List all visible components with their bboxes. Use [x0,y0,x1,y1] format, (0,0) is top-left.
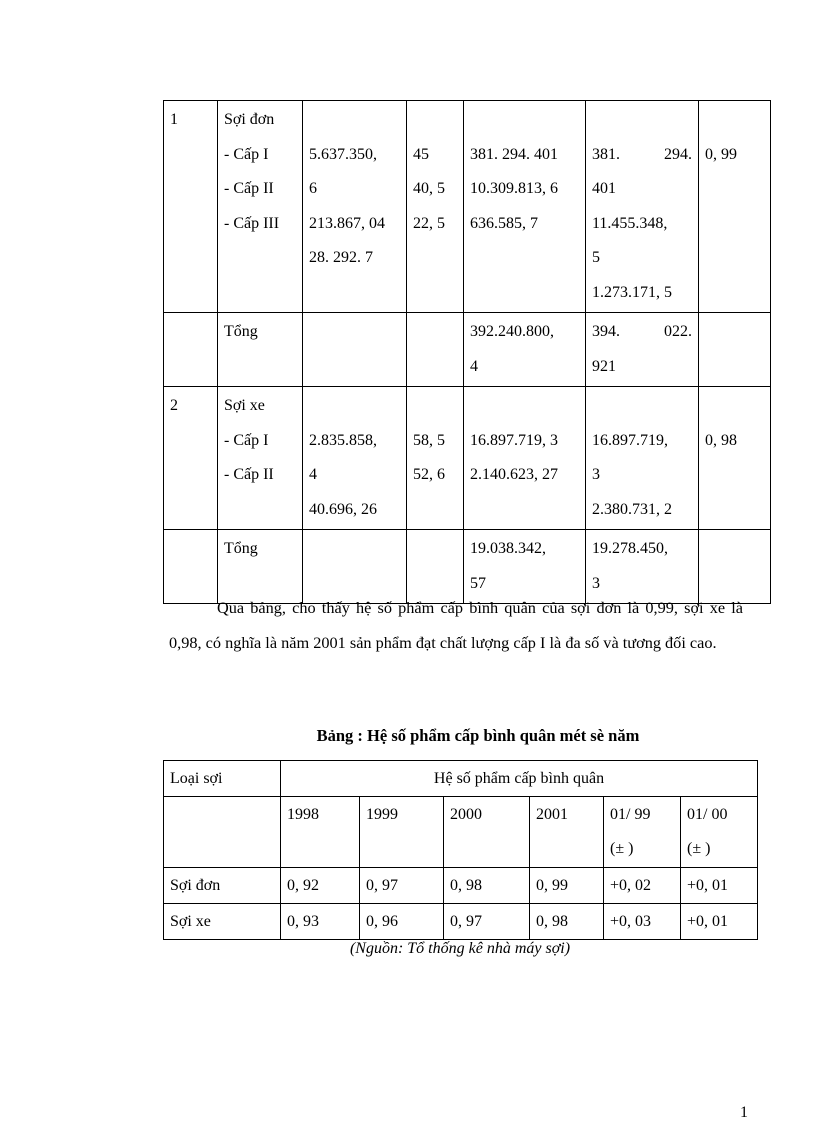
cell-line: 16.897.719, 3 [470,431,558,449]
cell-line: 57 [470,574,486,592]
row-number: 2 [164,387,218,530]
table-cell: +0, 01 [681,904,758,940]
cell-line: 4 [470,357,478,375]
grade-label: - Cấp III [224,214,280,232]
yarn-type-name: Sợi xe [224,397,265,414]
paragraph-text: Qua bảng, cho thấy hệ số phẩm cấp bình quân của sợi đơn là 0,99, sợi xe là 0,98, có nghĩa là năm 2001 sản phẩm đạt chất lượng cấp I là đa số và tương đối cao. [169,598,743,652]
cell-line [592,315,692,350]
table-cell: 0, 97 [360,868,444,904]
cell-values [303,101,407,313]
diff-header [604,797,681,868]
cell-values [464,313,586,387]
diff-header-top: 01/ 00 [687,806,728,823]
table-title: Bảng : Hệ số phẩm cấp bình quân mét sè năm [316,726,640,745]
cell-line: 28. 292. 7 [309,249,373,266]
cell-values [407,101,464,313]
cell-values [464,101,586,313]
row-number: 1 [164,101,218,313]
cell-line: 52, 6 [413,466,445,483]
cell-line: 921 [592,357,616,375]
table-cell: 0, 93 [281,904,360,940]
table-header-row [164,797,758,868]
cell-line: 40, 5 [413,180,445,197]
average-grade-table [163,760,758,940]
cell-values [586,387,699,530]
column-header: Loại sợi [164,761,281,797]
coefficient-value: 0, 99 [705,145,737,163]
grade-label: - Cấp II [224,466,274,483]
cell-line: 22, 5 [413,214,445,232]
table-row [164,313,771,387]
table-source-note: (Nguồn: Tổ thống kê nhà máy sợi) [349,940,571,957]
cell-line: 45 [413,145,429,163]
yarn-grade-list [218,101,303,313]
cell-line: 381. 294. 401 [470,145,558,163]
total-label: Tổng [218,530,303,604]
cell-values [586,101,699,313]
grade-output-table [163,100,771,604]
diff-header-top: 01/ 99 [610,806,651,823]
cell-line: 401 [592,180,616,197]
table-cell: +0, 02 [604,868,681,904]
table-row [164,101,771,313]
diff-header-bottom: (± ) [610,840,634,857]
table-cell: 0, 98 [444,868,530,904]
cell-line: 4 [309,466,317,483]
cell-line: 16.897.719, [592,431,668,449]
cell-line: 10.309.813, 6 [470,180,558,197]
cell-line: 636.585, 7 [470,214,538,232]
column-header: Hệ số phẩm cấp bình quân [281,761,758,797]
cell-part: 381. [592,145,620,163]
row-label: Sợi đơn [164,868,281,904]
cell-line: 1.273.171, 5 [592,283,672,301]
cell-line: 213.867, 04 [309,214,385,232]
yarn-type-name: Sợi đơn [224,111,275,128]
cell-line: 5.637.350, [309,145,377,163]
row-label: Sợi xe [164,904,281,940]
cell-line: 11.455.348, [592,214,668,232]
table-row [164,387,771,530]
grade-label: - Cấp I [224,431,269,449]
body-paragraph [169,590,743,660]
year-header: 1999 [360,797,444,868]
cell-line: 58, 5 [413,431,445,449]
coefficient-cell [699,387,771,530]
cell-values [303,387,407,530]
table-header-row [164,761,758,797]
grade-label: - Cấp I [224,145,269,163]
cell-line: 19.038.342, [470,540,546,557]
diff-header [681,797,758,868]
cell-line: 3 [592,574,600,592]
total-label: Tổng [218,313,303,387]
table-cell: 0, 92 [281,868,360,904]
cell-line: 6 [309,180,317,197]
grade-label: - Cấp II [224,180,274,197]
table-cell: 0, 98 [530,904,604,940]
cell-line: 19.278.450, [592,540,668,557]
table-cell: 0, 96 [360,904,444,940]
year-header: 1998 [281,797,360,868]
table-cell: 0, 99 [530,868,604,904]
cell-line: 392.240.800, [470,323,554,340]
cell-line: 40.696, 26 [309,500,377,518]
cell-line: 2.835.858, [309,431,377,449]
cell-line: 3 [592,466,600,483]
coefficient-cell [699,101,771,313]
cell-part: 294. [664,145,692,163]
yarn-grade-list [218,387,303,530]
diff-header-bottom: (± ) [687,840,711,857]
year-header: 2001 [530,797,604,868]
cell-part: 022. [664,323,692,340]
table-cell: +0, 03 [604,904,681,940]
page-number: 1 [740,1104,748,1121]
table-row [164,868,758,904]
cell-values [407,387,464,530]
cell-line: 2.140.623, 27 [470,466,558,483]
cell-values [464,387,586,530]
table-cell: +0, 01 [681,868,758,904]
cell-line: 5 [592,249,600,266]
table-cell: 0, 97 [444,904,530,940]
table-row [164,904,758,940]
cell-values [586,313,699,387]
cell-line [592,138,692,173]
year-header: 2000 [444,797,530,868]
cell-line: 2.380.731, 2 [592,500,672,518]
cell-part: 394. [592,323,620,340]
coefficient-value: 0, 98 [705,431,737,449]
